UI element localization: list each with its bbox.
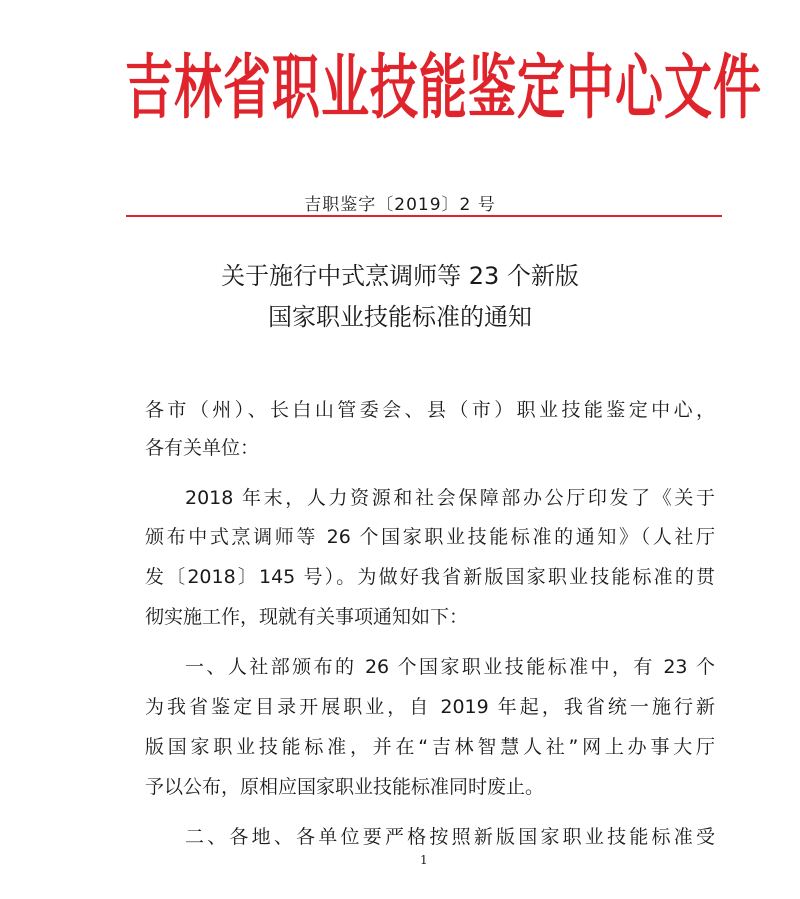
page-number: 1 [420, 853, 428, 867]
paragraph-1-line: 彻实施工作，现就有关事项通知如下： [145, 606, 469, 628]
paragraph-1-line: 发〔2018〕145 号）。为做好我省新版国家职业技能标准的贯 [145, 566, 715, 588]
notice-title-line-1: 关于施行中式烹调师等 23 个新版 [221, 262, 579, 290]
paragraph-1-line: 2018 年末，人力资源和社会保障部办公厅印发了《关于 [185, 487, 715, 509]
paragraph-1-line: 颁布中式烹调师等 26 个国家职业技能标准的通知》（人社厅 [145, 526, 715, 548]
notice-title-line-2: 国家职业技能标准的通知 [268, 303, 532, 331]
paragraph-2-line: 为我省鉴定目录开展职业，自 2019 年起，我省统一施行新 [145, 696, 715, 718]
red-divider-line [126, 215, 722, 217]
paragraph-2-line: 予以公布，原相应国家职业技能标准同时废止。 [145, 776, 545, 798]
addressee-line-1: 各市（州）、长白山管委会、县（市）职业技能鉴定中心， [145, 399, 715, 421]
document-header-title: 吉林省职业技能鉴定中心文件 [125, 47, 763, 129]
document-number: 吉职鉴字〔2019〕2 号 [304, 195, 496, 215]
paragraph-3-line: 二、各地、各单位要严格按照新版国家职业技能标准受 [185, 826, 715, 848]
paragraph-2-line: 一、人社部颁布的 26 个国家职业技能标准中，有 23 个 [185, 656, 715, 678]
addressee-line-2: 各有关单位： [145, 437, 260, 459]
paragraph-2-line: 版国家职业技能标准，并在“吉林智慧人社”网上办事大厅 [145, 736, 715, 758]
